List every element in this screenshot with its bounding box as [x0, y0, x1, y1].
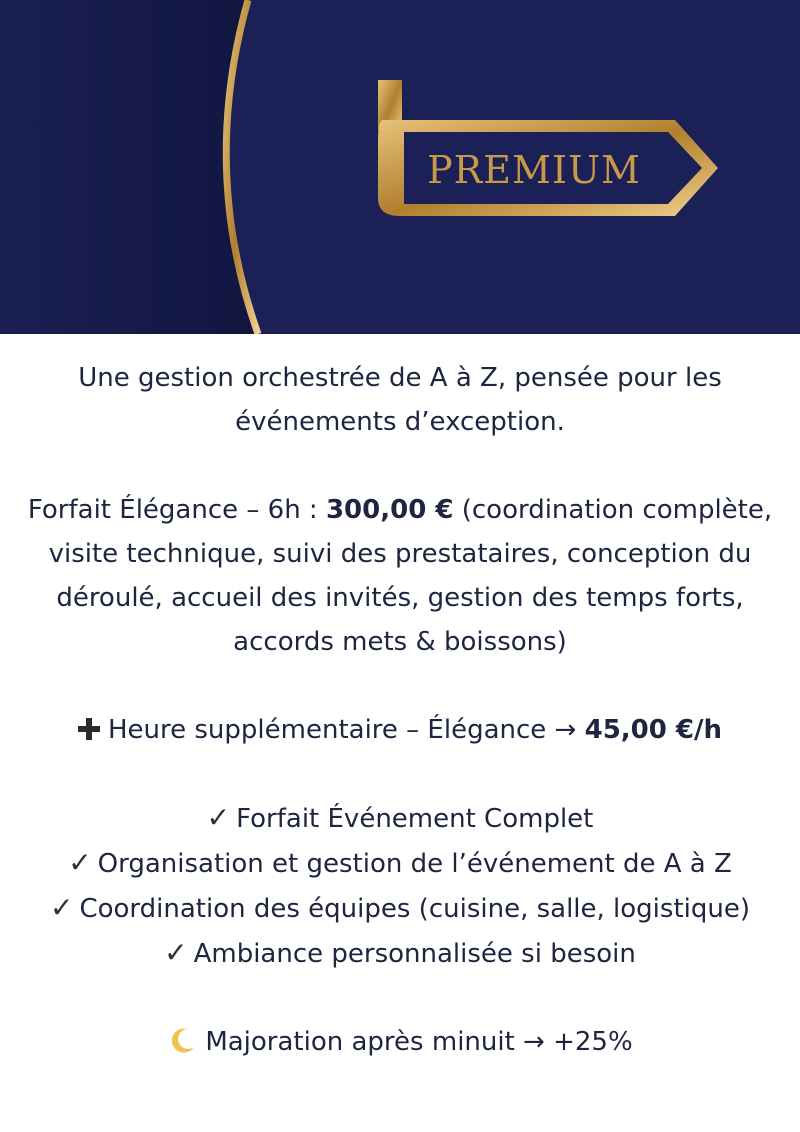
feature-item	[0, 796, 800, 841]
feature-label: Coordination des équipes (cuisine, salle, logistique)	[79, 894, 750, 924]
banner-left-panel	[0, 0, 258, 334]
feature-label: Forfait Événement Complet	[236, 804, 594, 834]
package-price: 300,00 €	[325, 495, 454, 525]
content	[0, 334, 800, 1064]
extra-hour-line	[0, 708, 800, 752]
package-details-start: (coordination complète,	[453, 495, 773, 525]
check-icon: ✓	[164, 936, 188, 969]
plus-icon	[78, 718, 100, 740]
premium-badge-label: PREMIUM	[427, 148, 641, 192]
feature-item	[0, 841, 800, 886]
midnight-label: Majoration après minuit → +25%	[205, 1027, 633, 1057]
feature-label: Ambiance personnalisée si besoin	[193, 939, 636, 969]
feature-item	[0, 886, 800, 931]
package-line-3: déroulé, accueil des invités, gestion des temps forts,	[56, 583, 744, 613]
check-icon: ✓	[206, 801, 231, 834]
check-icon: ✓	[68, 846, 92, 879]
check-icon: ✓	[49, 891, 74, 924]
package-title: Forfait Élégance – 6h :	[27, 495, 326, 525]
description-line-2: événements d’exception.	[235, 407, 565, 437]
midnight-line	[0, 1020, 800, 1064]
crescent-moon-icon	[167, 1025, 197, 1055]
premium-banner	[0, 0, 800, 334]
package-line-4: accords mets & boissons)	[233, 627, 567, 657]
package-line-1	[0, 488, 800, 532]
extra-hour-price: 45,00 €/h	[584, 715, 722, 745]
description-line-1: Une gestion orchestrée de A à Z, pensée pour les	[78, 363, 722, 393]
package-line-2: visite technique, suivi des prestataires, conception du	[48, 539, 752, 569]
banner-graphic	[0, 0, 800, 334]
extra-hour-label: Heure supplémentaire – Élégance →	[107, 715, 585, 745]
ribbon-icon	[378, 80, 718, 216]
feature-item	[0, 931, 800, 976]
feature-label: Organisation et gestion de l’événement de A à Z	[97, 849, 732, 879]
